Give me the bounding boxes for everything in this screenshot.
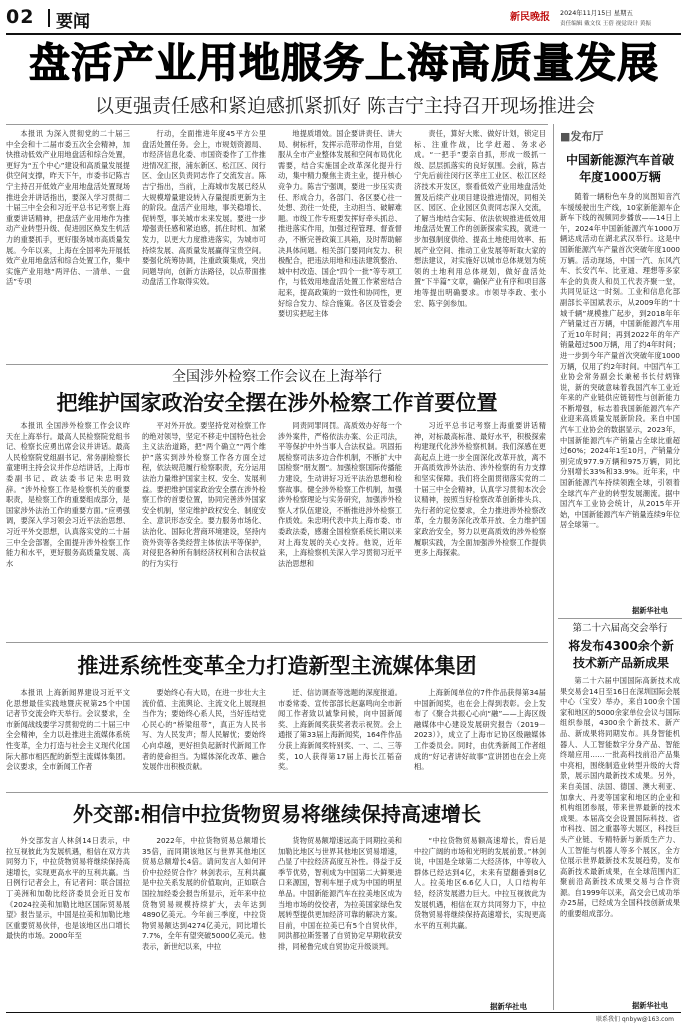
procuratorate-headline: 把维护国家政治安全摆在涉外检察工作首要位置	[56, 391, 498, 415]
section-name: 要闻	[56, 12, 90, 32]
procuratorate-column-4: 习近平总书记考察上海重要讲话精神，对标最高标准、最好水平，积极探索构建现代化涉外检察机制。我们深感在更高起点上进一步全面深化改革开放，离不开高质效涉外法治、涉外检察的有力支撑和坚实保障。我们将全面贯彻落实党的二十届三中全会精神，认真学习贯彻本次会议精神，按照当好检察改革创新排头兵、先行者的定位要求，全力推进涉外检察改革，全力服务深化改革开放、全力维护国家政治安全，努力以更高质效的涉外检察履职实践，为全面加强涉外检察工作提供更多上海探索。	[414, 421, 546, 558]
foreign-column-3: 货物贸易额增速远高于同期拉美和加勒比地区与世界其他地区贸易增速，凸显了中拉经济高度互补性。得益于反季节优势，智利成为中国第二大鲜果进口来源国，智利车厘子成为中国的明星单品。中国新能源汽车在拉美地区成为当地市场的佼佼者，为拉美国家绿色发展转型提供更加经济可靠的解决方案。目前，中国在拉美已有5个自贸伙伴，同洪都拉斯签署了自贸协定早期收获安排，同秘鲁完成自贸协定升级谈判。	[278, 836, 402, 951]
media-column-1: 本报讯 上海新闻界建设习近平文化思想最佳实践地暨庆祝第25个中国记者节交流会昨天举行。会议要求，全市新闻战线要学习贯彻党的二十届三中全会精神，全力以赴推进主流媒体系统性变革，全力打造与社会主义现代化国际大都市相匹配的新型主流媒体集团。会议要求，全市新闻工作者	[6, 688, 130, 772]
sidebar-story2-kicker: 第二十六届高交会举行	[572, 623, 668, 634]
foreign-top-rule	[6, 792, 548, 793]
foreign-column-4: “中拉货物贸易额高速增长，背后是中拉广阔的市场和光明的发展前景。”林剑说，中国是全球第二大经济体，中等收入群体已经达到4亿，未来有望翻番到8亿人。拉美地区6.6亿人口，人口结构年轻，经济发展潜力巨大。中拉互视彼此为发展机遇，相信在双方共同努力下，中拉货物贸易将继续保持高速增长，实现更高水平的互利共赢。	[414, 836, 546, 930]
footer-contact: 联系我们 qnbyw@163.com	[596, 1016, 674, 1023]
editors-credit: 责任编辑 戴文仪 王蓓 视觉设计 黄振	[560, 21, 652, 27]
issue-date: 2024年11月15日 星期五	[560, 9, 633, 17]
media-headline: 推进系统性变革全力打造新型主流媒体集团	[77, 654, 477, 678]
procuratorate-column-2: 平对外开放。要坚持党对检察工作的绝对领导，坚定不移走中国特色社会主义法治道路，把“两个确立”“两个维护”落实到涉外检察工作各方面全过程，依法规范履行检察职责，充分运用法治力量维护国家主权、安全、发展利益。要把维护国家政治安全摆在涉外检察工作的首要位置，协同完善涉外国家安全机制，坚定维护政权安全、制度安全、意识形态安全。要力服务市场化、法治化、国际化营商环境建设，坚持内资外资等各类经营主体依法平等保护，对侵犯各种所有制经济权利和合法权益的行为实行	[142, 421, 266, 568]
sidebar-divider	[553, 124, 554, 1010]
lead-column-3: 地提质增效。国企要讲责任、讲大局、树标杆，发挥示范带动作用，自觉服从全市产业整体发展和空间布局优化需要，结合实施国企改革深化提升行动，集中精力聚焦主责主业，提升核心竞争力。陈吉宁强调，要进一步压实责任、形成合力，各部门、各区要心往一处想、劲往一处使，主动担当、破解难题。市级工作专班要发挥好牵头抓总、推进落实作用，加强过程管理、督查督办，不断完善政策工具箱，及时帮助解决具体问题。相关部门要同向发力、积极配合，把违法用地和违法建筑整治、城中村改造、国企“四个一批”等专项工作，与低效用地盘活处置工作紧密结合起来，提高政策的一致性和协同性，更好综合发力、综合施策。各区及管委会要切实把起主体	[278, 129, 402, 319]
foreign-headline: 外交部:相信中拉货物贸易将继续保持高速增长	[73, 802, 481, 826]
media-column-4: 上海新闻单位的7件作品获得第34届中国新闻奖，也在会上得到表彰。会上发布了《聚合共振心心向“融”——上海区级融媒体中心建设发展研究报告（2019－2023）》，成立了上海市记协区级融媒体工作委员会。同时，由优秀新闻工作者组成的“好记者讲好故事”宣讲团也在会上亮相。	[414, 688, 546, 772]
procuratorate-column-3: 同责同罪同罚。高质效办好每一个涉外案件，严格依法办案、公正司法，平等保护中外当事人合法权益。巩固拓展检察司法多边合作机制，不断扩大中国检察“朋友圈”。加强检察国际传播能力建设，生动讲好习近平法治思想和检察故事。健全涉外检察工作机制，加强涉外检察理论与实务研究，加强涉外检察人才队伍建设，不断推进涉外检察工作质效。朱忠明代表中共上海市委、市委政法委，感谢全国检察系统长期以来对上海发展的关心支持。他说，近年来，上海检察机关深入学习贯彻习近平法治思想和	[278, 421, 402, 568]
foreign-column-1: 外交部发言人林剑14日表示，中拉互视彼此为发展机遇，相信在双方共同努力下，中拉货物贸易将继续保持高速增长，实现更高水平的互利共赢。当日例行记者会上，有记者问：联合国拉丁美洲和加勒比经济委员会近日发布《2024拉美和加勒比地区国际贸易展望》报告显示，中国是拉美和加勒比地区重要贸易伙伴，也是该地区出口增长最快的市场。2000年至	[6, 836, 130, 941]
lead-column-4: 责任，算好大账、做好计划，锁定目标、注重作战，比学赶超、务求必成。“一把手”要亲自抓，形成一级抓一级、层层抓落实的良好氛围。会前，陈吉宁先后前往闵行区莘庄工业区、松江区经济技术开发区，察看低效产业用地盘活处置及后续产业项目建设推进情况，同相关区、园区、企业园区负责同志深入交流，了解当地结合实际、依法依规推进低效用地盘活处置工作的创新探索实践，就进一步加强制度供给、提高土地使用效率、拓展产业空间、推动工业发展等听取大家的想法建议，对实施好以城市总体规划为统领的土地利用总体规划，做好盘活处置“下半篇”文章，确保产业有序和项目落地等提出明确要求。市领导李政、张小宏、陈宇剑参加。	[414, 129, 546, 308]
masthead-divider	[48, 9, 50, 27]
procuratorate-top-rule	[6, 364, 548, 365]
lead-sub-rule	[6, 124, 548, 125]
footer-rule	[6, 1012, 681, 1013]
sidebar-story1-body: 随着一辆粉色车身的岚图知音汽车缓缓驶出生产线，10家新能源车企新车下线的视频同步播放——14日上午，2024年中国新能源汽车1000万辆达成活动在湖北武汉举行。这是中国新能源汽车产量首次突破年度1000万辆。活动现场，中国一汽、东风汽车、长安汽车、比亚迪、理想等多家车企的负责人和员工代表齐聚一堂，共同见证这一时刻。工业和信息化部副部长辛国斌表示，从2009年的“十城千辆”规模推广起步，到2018年年产销量过百万辆，中国新能源汽车用了近10年时间；再到2022年的年产销量超过500万辆，用了约4年时间；进一步到今年产量首次突破年度1000万辆，仅用了约2年时间。中国汽车工业协会常务副会长兼秘书长付炳锋说，新的突破意味着我国汽车工业近年来的产业链供应链韧性与创新能力不断增强，标志着我国新能源汽车产业迎来高质量发展新阶段。来自中国汽车工业协会的数据显示，2023年，中国新能源汽车产销量占全球比重超过60%；2024年1至10月，产销量分别完成977.9万辆和975万辆，同比分别增长33%和33.9%。近年来，中国新能源汽车持续领跑全球，引领着全球汽车产业的转型发展潮流。据中国汽车工业协会统计，从2015年开始，中国新能源汽车产销量连续9年位居全球第一。	[560, 192, 680, 530]
page-number: 02	[6, 6, 35, 28]
sidebar-story2-rule	[558, 618, 682, 619]
procuratorate-kicker: 全国涉外检察工作会议在上海举行	[172, 369, 382, 385]
sidebar-section-label: ■发布厅	[560, 130, 604, 143]
lead-headline: 盘活产业用地服务上海高质量发展	[29, 39, 659, 87]
foreign-column-2: 2022年，中拉货物贸易总额增长35倍，而同期该地区与世界其他地区贸易总额增长4倍。请问发言人如何评价中拉经贸合作？林剑表示，互利共赢是中拉关系发展的价值取向，正如联合国拉加经委会报告所显示，近年来中拉货物贸易规模持续扩大，去年达到4890亿美元。今年前三季度，中拉货物贸易额达到4274亿美元，同比增长7.7%，全年有望突破5000亿美元。他表示，新世纪以来，中拉	[142, 836, 266, 951]
sidebar-story1-headline: 中国新能源汽车首破年度1000万辆	[565, 153, 674, 184]
sidebar-story2-credit: 据新华社电	[632, 1001, 668, 1010]
media-column-2: 要始终心有大局，在进一步壮大主流价值、主流舆论、主流文化上展现担当作为；要始终心系人民，当好连结党心民心的“桥梁纽带”，真正为人民书写、为人民发声；帮人民解忧；要始终心向卓越，更好担负起新时代新闻工作者的使命担当。为媒体深化改革、融合发展作出积极贡献。	[142, 688, 266, 772]
lead-column-1: 本报讯 为深入贯彻党的二十届三中全会和十二届市委五次全会精神，加快推动低效产业用地盘活和综合处置，更好为“五个中心”建设和高质量发展提供空间支撑，昨天下午，市委书记陈吉宁主持召开低效产业用地盘活处置现场推进会并讲话指出，要深入学习贯彻二十届三中全会和习近平总书记考察上海重要讲话精神，把盘活产业用地作为推动产业转型升级、促进园区焕发生机活力的重要抓手，更好服务城市高质量发展。今年以来，上海在全国率先开展低效产业用地盘活和综合处置工作，集中实施产业用地“两评估、一清单、一盘活”专项	[6, 129, 130, 287]
media-top-rule	[6, 642, 548, 643]
media-column-3: 迁、信访调查等选题的深度报道。市委常委、宣传部部长赵嘉鸣向全市新闻工作者致以诚挚问候，向中国新闻奖、上海新闻奖获奖者表示祝贺。会上通报了第33届上海新闻奖，164件作品分获上海新闻奖特别奖、一、二、三等奖，10人获得第17届上海长江韬奋奖。	[278, 688, 402, 772]
sidebar-story1-credit: 据新华社电	[632, 606, 668, 615]
sidebar-story2-body: 第二十六届中国国际高新技术成果交易会14日至16日在深圳国际会展中心（宝安）举办，来自100余个国家和地区的5000余家单位会议与国际组织参展，4300余个新技术、新产品、新成果将同期发布。具身智能机器人、人工智能数字分身产品、智能终端应用……一批高科技前沿产品集中亮相，围绕制造业转型升级的大背景，展示国内最新技术成果。另外，来自美国、法国、德国、澳大利亚、加拿大、丹麦等国家和地区的企业和机构组团参展，带来世界最新的技术成果。本届高交会设置国际科技、省市科技、国之重器等大展区，科技巨头产业链、专精特新与新质生产力、人工智能与机器人等多个展区，全方位展示世界最新技术发展趋势，发布高新技术最新成果，在全球范围内汇聚前沿高新技术成果交易与合作资源。自1999年以来，高交会已成功举办25届，已经成为全国科技创新成果的重要组成部分。	[560, 676, 680, 919]
foreign-credit: 据新华社电	[490, 1002, 527, 1011]
lead-column-2: 行动，全面推进年度45平方公里盘活处置任务。会上，市规划资源局、市经济信息化委、市国资委作了工作推进情况汇报，浦东新区、松江区、闵行区、金山区负责同志作了交流发言。陈吉宁指出，当前，上海城市发展已经从大规模增量建设转入存量提质更新为主的阶段。盘活产业用地，事关稳增长、促转型，事关城市未来发展。要进一步增强责任感和紧迫感，抓住时机、加紧发力，以更大力度推进落实，为城市可持续发展、高质量发展赢得宝贵空间。要强化统筹协调，注重政策集成，突出问题导向，创新方法路径，以点带面推动盘活工作取得实效。	[142, 129, 266, 287]
sidebar-story2-headline: 将发布4300余个新技术新产品新成果	[568, 639, 674, 670]
masthead-rule	[6, 33, 681, 35]
lead-subheadline: 以更强责任感和紧迫感抓紧抓好 陈吉宁主持召开现场推进会	[94, 95, 596, 117]
procuratorate-column-1: 本报讯 全国涉外检察工作会议昨天在上海举行。最高人民检察院党组书记、检察长应勇出席会议并讲话。最高人民检察院党组副书记、常务副检察长童建明主持会议并作总结讲话，上海市委副书记、政法委书记朱忠明致辞。“涉外检察工作是检察机关的重要职责，是检察工作的重要组成部分，是国家涉外法治工作的重要方面。”应勇强调，要深入学习领会习近平法治思想、习近平外交思想，认真落实党的二十届三中全会部署，全面提升涉外检察工作能力和水平，更好服务高质量发展、高水	[6, 421, 130, 568]
paper-logo: 新民晚报	[510, 12, 550, 23]
